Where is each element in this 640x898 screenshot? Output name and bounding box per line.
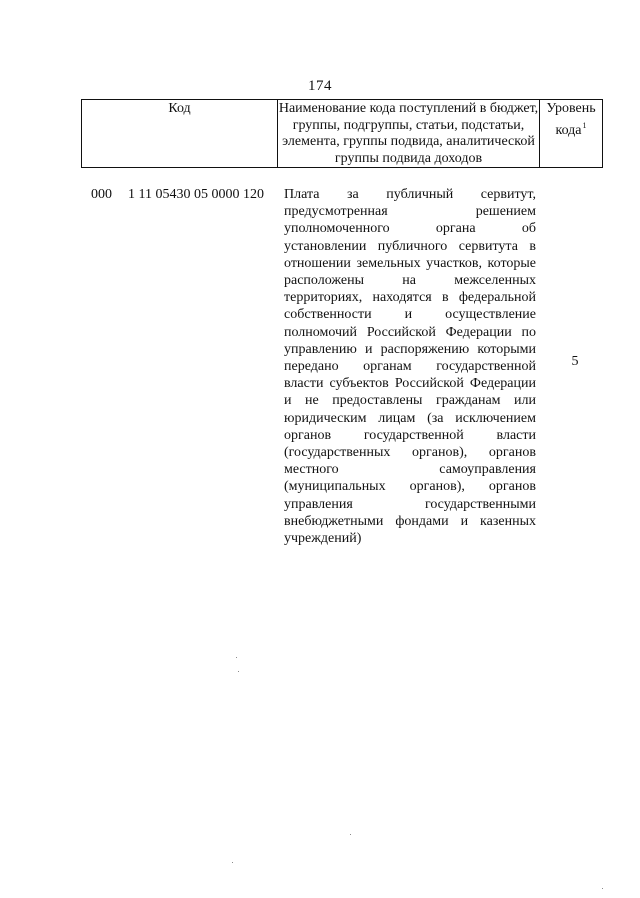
header-level-footnote: 1 bbox=[582, 120, 587, 130]
page-number: 174 bbox=[308, 78, 332, 94]
header-name-label: Наименование кода поступлений в бюджет, группы, подгруппы, статьи, подстатьи, элемента, группы подвида, аналитической группы подвида доходов bbox=[278, 101, 539, 166]
header-code-cell bbox=[81, 100, 277, 167]
admin-code: 000 bbox=[91, 187, 112, 202]
scan-speck bbox=[238, 671, 239, 672]
scan-speck bbox=[236, 657, 237, 658]
header-level-cell bbox=[539, 100, 603, 167]
header-code-label: Код bbox=[168, 101, 191, 116]
scan-speck bbox=[232, 862, 233, 863]
scan-speck bbox=[350, 834, 351, 835]
revenue-code: 1 11 05430 05 0000 120 bbox=[128, 187, 264, 202]
revenue-description: Плата за публичный сервитут, предусмотренная решением уполномоченного органа об установлении публичного сервитута в отношении земельных участков, которые расположены на межселенных территориях, находятся в федеральной собственности и осуществление полномочий Российской Федерации по управлению и распоряжению которыми передано органам государственной власти субъектов Российской Федерации и не предоставлены гражданам или юридическим лицам (за исключением органов государственной власти (государственных органов), органов местного самоуправления (муниципальных органов), органов управления государственными внебюджетными фондами и казенных учреждений) bbox=[284, 187, 536, 547]
header-name-cell bbox=[277, 100, 539, 167]
table-header bbox=[81, 99, 603, 168]
code-level: 5 bbox=[571, 354, 579, 369]
scan-speck bbox=[602, 888, 603, 889]
header-level-label: Уровень кода bbox=[546, 101, 596, 138]
